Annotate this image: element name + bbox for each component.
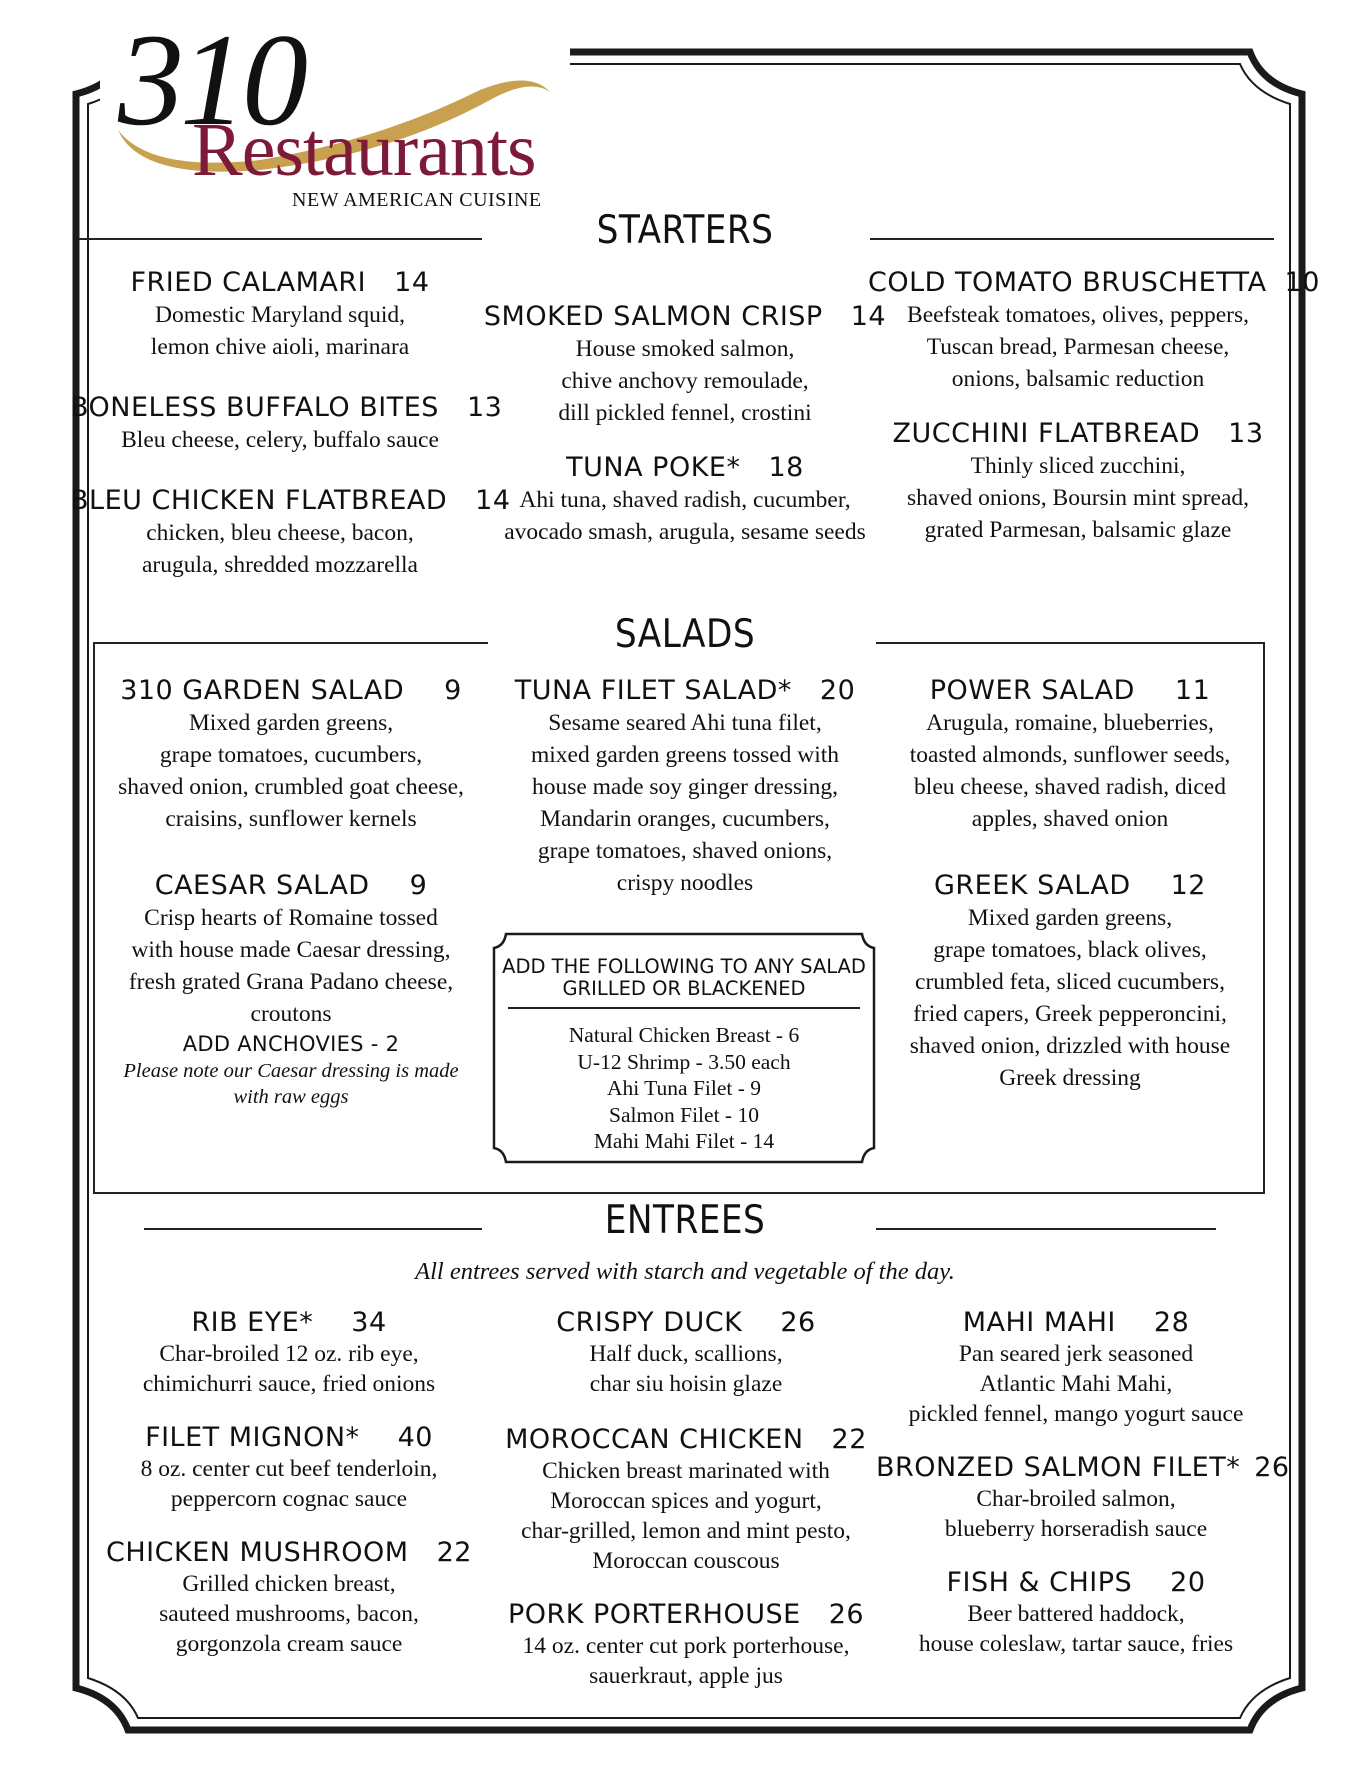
item-desc-line: dill pickled fennel, crostini — [558, 400, 812, 426]
item-desc-line: fried capers, Greek pepperoncini, — [913, 1001, 1227, 1027]
item-desc-line: shaved onions, Boursin mint spread, — [906, 485, 1250, 511]
item-desc-line: Moroccan couscous — [592, 1548, 780, 1574]
item-price: 26 — [1254, 1452, 1290, 1483]
item-desc-line: craisins, sunflower kernels — [165, 806, 417, 832]
caesar-note-line: Please note our Caesar dressing is made — [123, 1060, 459, 1082]
entrees-rule-left — [144, 1228, 482, 1230]
item-name: MAHI MAHI — [962, 1307, 1116, 1338]
salads-title: SALADS — [614, 612, 756, 657]
starters-rule-right — [870, 238, 1274, 240]
salads-col-middle — [490, 674, 880, 899]
item-desc-line: Half duck, scallions, — [589, 1341, 783, 1367]
starters-col-right — [868, 266, 1320, 546]
item-desc-line: mixed garden greens tossed with — [530, 742, 840, 768]
menu-item — [94, 1536, 484, 1659]
item-price: 20 — [819, 675, 856, 706]
item-desc-line: sauerkraut, apple jus — [589, 1663, 783, 1689]
item-desc-line: Arugula, romaine, blueberries, — [926, 710, 1214, 736]
item-desc-line: crispy noodles — [616, 870, 754, 896]
item-desc-line: croutons — [250, 1001, 332, 1027]
item-desc-line: grated Parmesan, balsamic glaze — [924, 517, 1232, 543]
item-price: 9 — [444, 675, 462, 706]
item-desc-line: Pan seared jerk seasoned — [958, 1341, 1194, 1367]
menu-item — [876, 1451, 1290, 1544]
item-desc-line: chicken, bleu cheese, bacon, — [146, 520, 414, 546]
menu-item — [94, 1421, 484, 1514]
addon-heading-line: ADD THE FOLLOWING TO ANY SALAD — [502, 955, 866, 978]
item-desc-line: Thinly sliced zucchini, — [970, 453, 1186, 479]
item-desc-line: chive anchovy remoulade, — [561, 368, 809, 394]
item-desc-line: blueberry horseradish sauce — [944, 1516, 1208, 1542]
item-desc-line: 14 oz. center cut pork porterhouse, — [522, 1633, 850, 1659]
item-desc-line: onions, balsamic reduction — [951, 366, 1205, 392]
salads-col-right — [880, 674, 1260, 1094]
item-desc-line: with house made Caesar dressing, — [131, 937, 451, 963]
item-desc-line: peppercorn cognac sauce — [170, 1486, 408, 1512]
add-anchovies: ADD ANCHOVIES - 2 — [182, 1032, 400, 1056]
addon-heading-line: GRILLED OR BLACKENED — [562, 977, 806, 1000]
item-name: BONELESS BUFFALO BITES — [70, 392, 439, 423]
entrees-rule-right — [876, 1228, 1216, 1230]
item-desc-line: House smoked salmon, — [575, 336, 795, 362]
menu-item — [470, 451, 900, 548]
item-name: RIB EYE* — [191, 1307, 314, 1338]
menu-item — [486, 1423, 886, 1576]
item-price: 40 — [397, 1422, 433, 1453]
entrees-title: ENTREES — [604, 1198, 766, 1243]
item-desc-line: Crisp hearts of Romaine tossed — [144, 905, 438, 931]
menu-item — [96, 869, 486, 1110]
item-desc-line: Moroccan spices and yogurt, — [550, 1488, 822, 1514]
menu-item — [868, 266, 1320, 395]
item-desc-line: lemon chive aioli, marinara — [150, 334, 410, 360]
item-desc-line: Sesame seared Ahi tuna filet, — [548, 710, 822, 736]
item-price: 18 — [768, 452, 804, 483]
item-desc-line: crumbled feta, sliced cucumbers, — [915, 969, 1225, 995]
item-price: 22 — [436, 1537, 472, 1568]
item-price: 13 — [466, 392, 503, 423]
item-desc-line: Domestic Maryland squid, — [155, 302, 405, 328]
entrees-col-left — [94, 1306, 484, 1659]
item-price: 34 — [351, 1307, 387, 1338]
salads-rule-right — [876, 642, 1265, 644]
item-price: 12 — [1170, 870, 1206, 901]
item-name: 310 GARDEN SALAD — [120, 675, 405, 706]
item-price: 26 — [828, 1599, 865, 1630]
item-desc-line: Mixed garden greens, — [967, 905, 1173, 931]
item-price: 13 — [1228, 418, 1264, 449]
item-name: FISH & CHIPS — [946, 1567, 1133, 1598]
item-desc-line: chimichurri sauce, fried onions — [142, 1371, 436, 1397]
item-name: SMOKED SALMON CRISP — [483, 301, 823, 332]
item-desc-line: Tuscan bread, Parmesan cheese, — [926, 334, 1230, 360]
menu-item — [490, 674, 880, 899]
addon-item: Natural Chicken Breast - 6 — [568, 1023, 800, 1047]
item-desc-line: gorgonzola cream sauce — [175, 1631, 403, 1657]
item-desc-line: Atlantic Mahi Mahi, — [979, 1371, 1173, 1397]
item-desc-line: char siu hoisin glaze — [589, 1371, 783, 1397]
item-desc-line: Bleu cheese, celery, buffalo sauce — [121, 427, 439, 453]
starters-title: STARTERS — [596, 208, 774, 253]
logo-wordmark: Restaurants — [192, 108, 536, 192]
item-desc-line: Beer battered haddock, — [967, 1601, 1185, 1627]
item-price: 11 — [1174, 675, 1211, 706]
item-desc-line: grape tomatoes, black olives, — [933, 937, 1207, 963]
addon-divider — [508, 1007, 860, 1009]
item-name: CHICKEN MUSHROOM — [106, 1537, 409, 1568]
item-price: 14 — [394, 267, 430, 298]
item-desc-line: char-grilled, lemon and mint pesto, — [521, 1518, 851, 1544]
item-desc-line: Greek dressing — [999, 1065, 1141, 1091]
addon-heading — [492, 956, 876, 1000]
salads-rule-left — [93, 642, 488, 644]
entrees-col-middle — [486, 1306, 886, 1691]
item-desc-line: Chicken breast marinated with — [542, 1458, 830, 1484]
item-desc-line: pickled fennel, mango yogurt sauce — [908, 1401, 1244, 1427]
item-desc-line: fresh grated Grana Padano cheese, — [128, 969, 454, 995]
menu-item — [880, 869, 1260, 1094]
item-desc-line: avocado smash, arugula, sesame seeds — [504, 519, 866, 545]
starters-col-left — [70, 266, 511, 581]
salad-addons-box — [492, 932, 876, 1164]
item-desc-line: grape tomatoes, shaved onions, — [537, 838, 833, 864]
menu-item — [876, 1306, 1276, 1429]
addon-list — [492, 1022, 876, 1155]
item-desc-line: sauteed mushrooms, bacon, — [159, 1601, 419, 1627]
item-desc-line: toasted almonds, sunflower seeds, — [909, 742, 1231, 768]
item-price: 10 — [1284, 267, 1320, 298]
item-price: 14 — [850, 301, 887, 332]
item-price: 14 — [475, 485, 511, 516]
item-name: GREEK SALAD — [934, 870, 1131, 901]
item-desc-line: Grilled chicken breast, — [182, 1571, 396, 1597]
caesar-note-line: with raw eggs — [233, 1086, 349, 1108]
menu-item — [70, 391, 503, 456]
menu-item — [486, 1598, 886, 1691]
item-desc-line: Mandarin oranges, cucumbers, — [540, 806, 830, 832]
menu-item — [94, 1306, 484, 1399]
item-desc-line: shaved onion, drizzled with house — [909, 1033, 1231, 1059]
item-desc-line: Ahi tuna, shaved radish, cucumber, — [519, 487, 851, 513]
item-name: FRIED CALAMARI — [130, 267, 367, 298]
item-name: BRONZED SALMON FILET* — [876, 1452, 1241, 1483]
logo-tagline: NEW AMERICAN CUISINE — [292, 189, 542, 211]
item-name: BLEU CHICKEN FLATBREAD — [70, 485, 448, 516]
menu-item — [470, 300, 900, 429]
salads-col-left — [96, 674, 486, 1110]
addon-item: U-12 Shrimp - 3.50 each — [577, 1049, 791, 1074]
item-desc-line: 8 oz. center cut beef tenderloin, — [140, 1456, 438, 1482]
starters-rule-left — [78, 238, 482, 240]
item-name: MOROCCAN CHICKEN — [505, 1424, 804, 1455]
item-name: CRISPY DUCK — [556, 1307, 743, 1338]
item-name: COLD TOMATO BRUSCHETTA — [868, 267, 1267, 298]
item-desc-line: house coleslaw, tartar sauce, fries — [918, 1631, 1234, 1657]
item-desc-line: Mixed garden greens, — [188, 710, 394, 736]
item-price: 28 — [1153, 1307, 1190, 1338]
item-desc-line: apples, shaved onion — [971, 806, 1169, 832]
entrees-tagline: All entrees served with starch and vegetable of the day. — [415, 1258, 955, 1285]
addon-item: Ahi Tuna Filet - 9 — [606, 1076, 762, 1100]
item-name: TUNA FILET SALAD* — [514, 675, 792, 706]
menu-item — [868, 417, 1288, 546]
menu-item — [70, 266, 490, 363]
item-name: PORK PORTERHOUSE — [507, 1599, 801, 1630]
menu-item — [876, 1566, 1276, 1659]
entrees-col-right — [876, 1306, 1290, 1659]
item-price: 22 — [831, 1424, 867, 1455]
item-name: FILET MIGNON* — [145, 1422, 360, 1453]
item-name: POWER SALAD — [929, 675, 1135, 706]
addon-item: Salmon Filet - 10 — [609, 1102, 759, 1127]
item-name: ZUCCHINI FLATBREAD — [892, 418, 1201, 449]
item-price: 9 — [409, 870, 428, 901]
item-desc-line: house made soy ginger dressing, — [531, 774, 839, 800]
item-desc-line: shaved onion, crumbled goat cheese, — [118, 774, 464, 800]
item-desc-line: grape tomatoes, cucumbers, — [159, 742, 423, 768]
item-name: TUNA POKE* — [566, 452, 741, 483]
item-desc-line: Char-broiled 12 oz. rib eye, — [159, 1341, 419, 1367]
menu-item — [486, 1306, 886, 1399]
item-desc-line: Beefsteak tomatoes, olives, peppers, — [907, 302, 1249, 328]
menu-item — [96, 674, 486, 835]
item-price: 26 — [780, 1307, 816, 1338]
starters-col-middle — [470, 300, 900, 548]
item-name: CAESAR SALAD — [154, 870, 370, 901]
menu-item — [880, 674, 1260, 835]
item-desc-line: arugula, shredded mozzarella — [142, 552, 418, 578]
menu-item — [70, 484, 511, 581]
item-desc-line: bleu cheese, shaved radish, diced — [914, 774, 1226, 800]
item-desc-line: Char-broiled salmon, — [976, 1486, 1176, 1512]
item-price: 20 — [1170, 1567, 1206, 1598]
addon-item: Mahi Mahi Filet - 14 — [593, 1129, 775, 1153]
logo-number: 310 — [118, 6, 304, 153]
